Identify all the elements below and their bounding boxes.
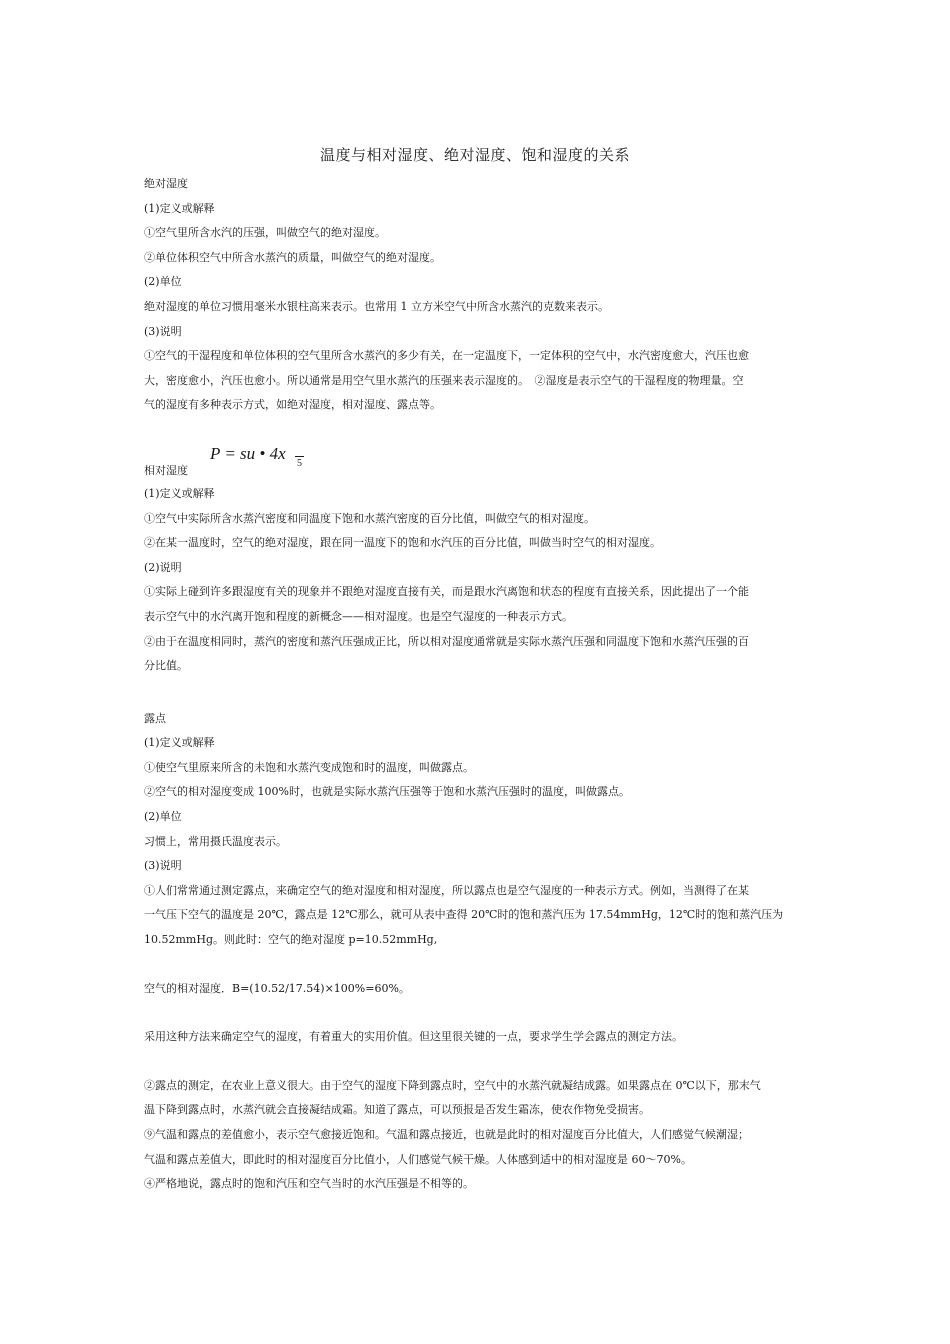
section-heading-absolute: 绝对湿度	[144, 177, 188, 190]
subheading-note: (3)说明	[144, 859, 182, 873]
paragraph: ②空气的相对湿度变成 100%时，也就是实际水蒸汽压强等于饱和水蒸汽压强时的温度，叫做露点。	[144, 785, 630, 799]
subheading-note: (2)说明	[144, 560, 182, 574]
subheading-definition: (1)定义或解释	[144, 736, 215, 750]
paragraph: ④严格地说，露点时的饱和汽压和空气当时的水汽压强是不相等的。	[144, 1177, 474, 1191]
paragraph-line: 分比值。	[144, 659, 188, 673]
paragraph: 采用这种方法来确定空气的湿度，有着重大的实用价值。但这里很关键的一点，要求学生学会露点的测定方法。	[144, 1030, 683, 1044]
spacer	[144, 1050, 812, 1074]
paragraph-line: 气的湿度有多种表示方式，如绝对湿度，相对湿度、露点等。	[144, 398, 441, 412]
page-title: 温度与相对湿度、绝对湿度、饱和湿度的关系	[319, 146, 630, 164]
section-heading-relative: 相对湿度	[144, 463, 188, 477]
paragraph: ②单位体积空气中所含水蒸汽的质量，叫做空气的绝对湿度。	[144, 250, 441, 264]
paragraph: 习惯上，常用摄氏温度表示。	[144, 834, 287, 848]
subheading-unit: (2)单位	[144, 810, 182, 824]
subheading-unit: (2)单位	[144, 275, 182, 289]
spacer	[144, 679, 812, 707]
paragraph-line: 一气压下空气的温度是 20℃，露点是 12℃那么，就可从表中查得 20℃时的饱和蒸汽压为 17.54mmHg，12℃时的饱和蒸汽压为	[144, 908, 784, 922]
document-body	[144, 172, 812, 1197]
paragraph-line: 气温和露点差值大，即此时的相对湿度百分比值小，人们感觉气候干燥。人体感到适中的相对湿度是 60～70%。	[144, 1152, 692, 1166]
subheading-definition: (1)定义或解释	[144, 201, 215, 215]
fraction-bar	[295, 456, 304, 457]
formula-subscript	[295, 456, 304, 470]
paragraph-line: 温下降到露点时，水蒸汽就会直接凝结成霜。知道了露点，可以预报是否发生霜冻，使农作物免受损害。	[144, 1103, 650, 1117]
paragraph-line: ①实际上碰到许多跟湿度有关的现象并不跟绝对湿度直接有关，而是跟水汽离饱和状态的程度有直接关系，因此提出了一个能	[144, 585, 749, 599]
formula	[210, 442, 350, 482]
paragraph-line: ②由于在温度相同时，蒸汽的密度和蒸汽压强成正比，所以相对湿度通常就是实际水蒸汽压强和同温度下饱和水蒸汽压强的百	[144, 634, 749, 648]
subheading-definition: (1)定义或解释	[144, 486, 215, 500]
relative-heading-row	[144, 418, 812, 482]
paragraph-line: ①人们常常通过测定露点，来确定空气的绝对湿度和相对湿度，所以露点也是空气湿度的一种表示方式。例如，当测得了在某	[144, 883, 749, 897]
subheading-note: (3)说明	[144, 324, 182, 338]
formula-subscript-value: 5	[297, 457, 302, 469]
paragraph-line: ②露点的测定，在农业上意义很大。由于空气的湿度下降到露点时，空气中的水蒸汽就凝结成露。如果露点在 0℃以下，那末气	[144, 1078, 761, 1092]
paragraph-line: ①空气的干湿程度和单位体积的空气里所含水蒸汽的多少有关，在一定温度下，一定体积的空气中，水汽密度愈大，汽压也愈	[144, 349, 749, 363]
paragraph: ①空气里所含水汽的压强，叫做空气的绝对湿度。	[144, 226, 386, 240]
paragraph-line: 大，密度愈小，汽压也愈小。所以通常是用空气里水蒸汽的压强来表示湿度的。 ②湿度是表示空气的干湿程度的物理量。空	[144, 373, 744, 387]
formula-main: P = su • 4x	[210, 443, 286, 463]
paragraph: ②在某一温度时，空气的绝对湿度，跟在同一温度下的饱和水汽压的百分比值，叫做当时空气的相对湿度。	[144, 536, 661, 550]
paragraph: ①使空气里原来所含的未饱和水蒸汽变成饱和时的温度，叫做露点。	[144, 760, 474, 774]
paragraph-line: 10.52mmHg。则此时：空气的绝对湿度 p=10.52mmHg,	[144, 933, 438, 947]
spacer	[144, 1001, 812, 1025]
paragraph-line: 表示空气中的水汽离开饱和程度的新概念——相对湿度。也是空气湿度的一种表示方式。	[144, 609, 573, 623]
section-heading-dew: 露点	[144, 711, 166, 725]
spacer	[144, 953, 812, 977]
paragraph: 绝对湿度的单位习惯用毫米水银柱高来表示。也常用 1 立方米空气中所含水蒸汽的克数来表示。	[144, 299, 609, 313]
paragraph: ①空气中实际所含水蒸汽密度和同温度下饱和水蒸汽密度的百分比值，叫做空气的相对湿度。	[144, 511, 595, 525]
paragraph: 空气的相对湿度．B=(10.52/17.54)×100%=60%。	[144, 981, 410, 995]
paragraph-line: ⑨气温和露点的差值愈小，表示空气愈接近饱和。气温和露点接近，也就是此时的相对湿度百分比值大，人们感觉气候潮湿；	[144, 1128, 749, 1141]
